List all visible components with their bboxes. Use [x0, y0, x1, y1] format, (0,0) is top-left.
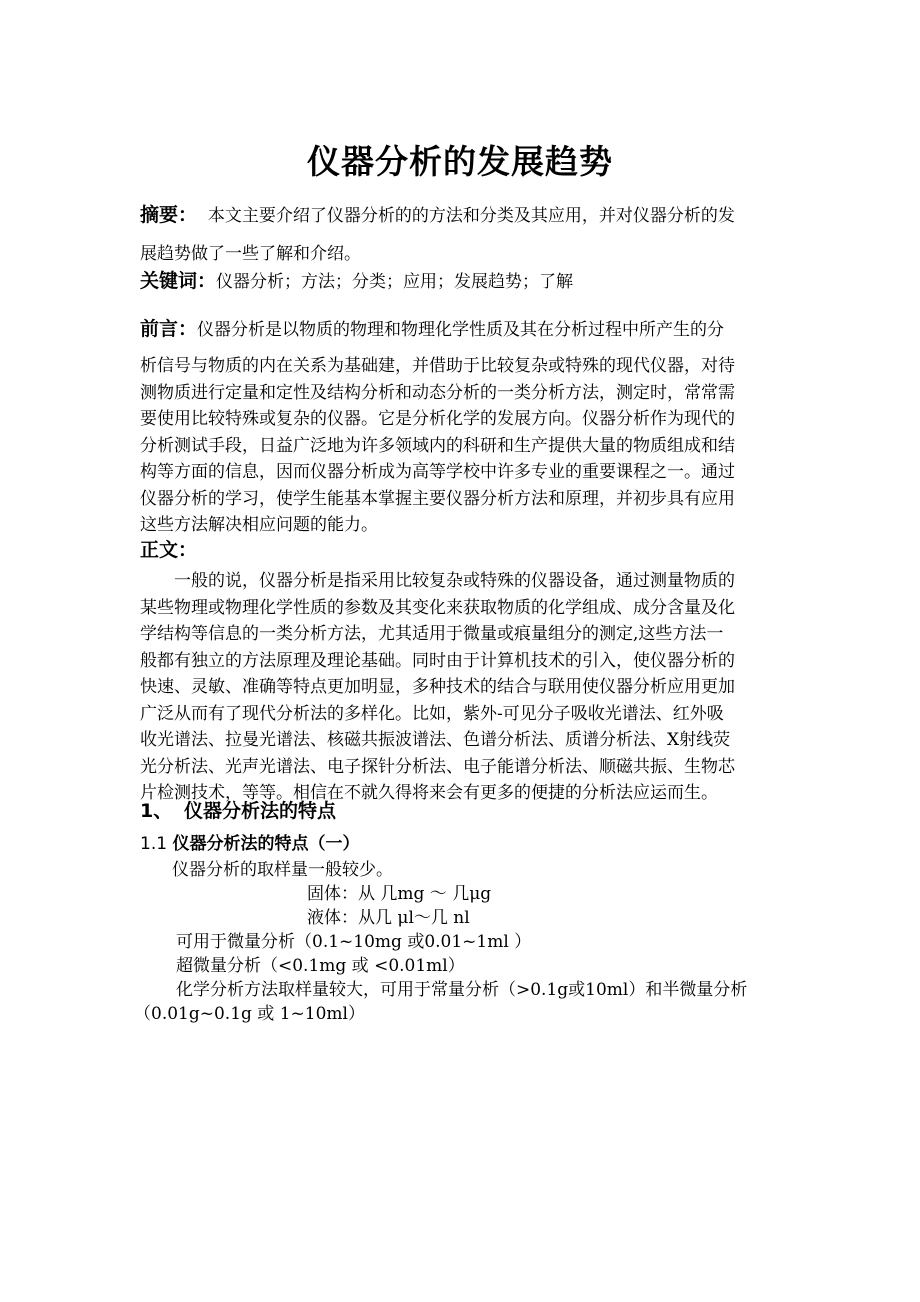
foreword-line: 构等方面的信息，因而仪器分析成为高等学校中许多专业的重要课程之一。通过 [140, 462, 735, 482]
foreword-line: 这些方法解决相应问题的能力。 [140, 515, 378, 535]
body-line: 片检测技术，等等。相信在不就久得将来会有更多的便捷的分析法应运而生。 [140, 783, 718, 803]
body-line: 收光谱法、拉曼光谱法、核磁共振波谱法、色谱分析法、质谱分析法、X射线荧 [140, 730, 731, 750]
body-text [140, 568, 785, 807]
body-label: 正文： [140, 539, 198, 561]
body-line: 一般的说，仪器分析是指采用比较复杂或特殊的仪器设备，通过测量物质的 [174, 571, 735, 591]
section-1-1-number: 1.1 [140, 834, 168, 854]
foreword [140, 314, 785, 539]
ultra-micro-analysis-line: 超微量分析（<0.1mg 或 <0.01ml） [176, 956, 465, 976]
foreword-line: 仪器分析是以物质的物理和物理化学性质及其在分析过程中所产生的分 [197, 320, 725, 340]
keywords-text: 仪器分析；方法；分类；应用；发展趋势；了解 [216, 272, 574, 292]
chemical-analysis-line: 化学分析方法取样量较大，可用于常量分析（>0.1g或10ml）和半微量分析 [176, 980, 748, 1000]
foreword-line: 测物质进行定量和定性及结构分析和动态分析的一类分析方法，测定时，常常需 [140, 382, 735, 403]
foreword-label: 前言： [140, 318, 198, 340]
foreword-line: 析信号与物质的内在关系为基础建，并借助于比较复杂或特殊的现代仪器，对待 [140, 356, 735, 376]
foreword-line: 仪器分析的学习，使学生能基本掌握主要仪器分析方法和原理，并初步具有应用 [140, 488, 735, 509]
section-1-title: 仪器分析法的特点 [184, 800, 337, 822]
body-line: 广泛从而有了现代分析法的多样化。比如，紫外-可见分子吸收光谱法、红外吸 [140, 703, 724, 724]
abstract-line-1: 本文主要介绍了仪器分析的的方法和分类及其应用，并对仪器分析的发 [207, 206, 735, 226]
body-heading [140, 535, 785, 566]
body-line: 般都有独立的方法原理及理论基础。同时由于计算机技术的引入，使仪器分析的 [140, 650, 735, 671]
abstract-label: 摘要： [140, 204, 198, 226]
micro-analysis-line: 可用于微量分析（0.1~10mg 或0.01~1ml ） [176, 932, 532, 952]
page-title: 仪器分析的发展趋势 [307, 142, 613, 181]
section-1-heading [140, 795, 785, 827]
keywords [140, 266, 785, 297]
abstract-line-2: 展趋势做了一些了解和介绍。 [140, 244, 361, 264]
section-1-number: 1、 [140, 800, 173, 822]
liquid-range-line: 液体：从几 μl～几 nl [307, 908, 470, 928]
foreword-line: 要使用比较特殊或复杂的仪器。它是分析化学的发展方向。仪器分析作为现代的 [140, 409, 735, 429]
body-line: 光分析法、光声光谱法、电子探针分析法、电子能谱分析法、顺磁共振、生物芯 [140, 756, 735, 777]
solid-range-line: 固体：从 几mg ～ 几μg [307, 884, 492, 904]
body-line: 某些物理或物理化学性质的参数及其变化来获取物质的化学组成、成分含量及化 [140, 597, 735, 618]
keywords-label: 关键词： [140, 270, 217, 292]
body-line: 学结构等信息的一类分析方法，尤其适用于微量或痕量组分的测定,这些方法一 [140, 624, 724, 644]
section-1-1-heading [140, 832, 785, 856]
foreword-line: 分析测试手段，日益广泛地为许多领域内的科研和生产提供大量的物质组成和结 [140, 435, 735, 456]
sample-size-line: 仪器分析的取样量一般较少。 [172, 860, 393, 880]
semi-micro-analysis-line: （0.01g~0.1g 或 1~10ml） [134, 1004, 365, 1024]
body-line: 快速、灵敏、准确等特点更加明显，多种技术的结合与联用使仪器分析应用更加 [140, 677, 735, 697]
section-1-1-title: 仪器分析法的特点（一） [172, 834, 360, 854]
abstract [140, 196, 785, 273]
